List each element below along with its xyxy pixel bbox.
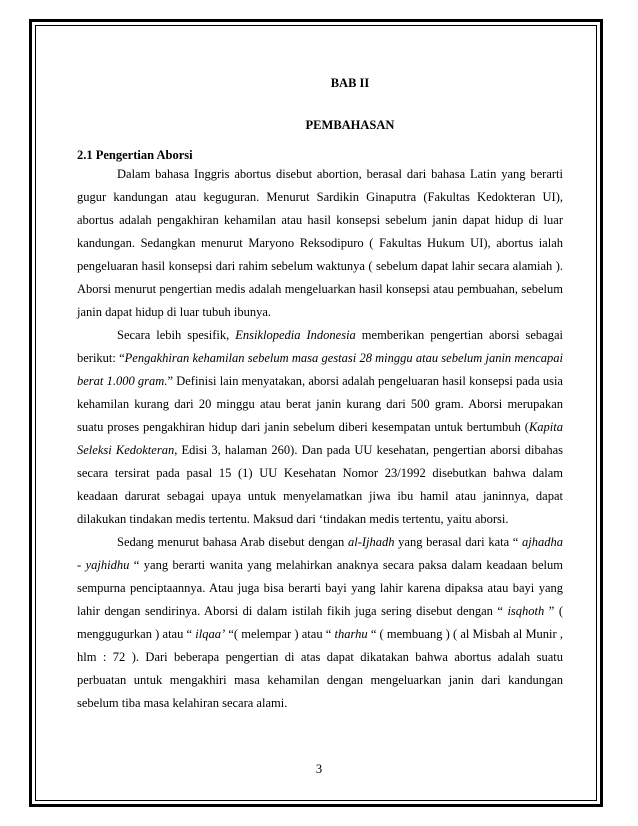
paragraph-2-text: memberikan pengertian aborsi sebagai berikut: “ — [77, 328, 563, 365]
section-heading: 2.1 Pengertian Aborsi — [77, 148, 193, 162]
paragraph-3-text: yang berasal dari kata “ — [394, 535, 523, 549]
paragraph-3-italic: tharhu — [334, 627, 368, 641]
paragraph-3-italic: isqhoth — [507, 604, 545, 618]
paragraph-2-text: ” Definisi lain menyatakan, aborsi adalah pengeluaran hasil konsepsi pada usia kehamilan kurang dari 20 minggu atau berat janin kurang dari 500 gram. Aborsi merupakan suatu proses pengakhiran hidup dari janin sebelum diberi kesempatan untuk bertumbuh ( — [77, 374, 563, 434]
paragraph-2-text: , Edisi 3, halaman 260). Dan pada UU kesehatan, pengertian aborsi dibahas secara tersirat pada pasal 15 (1) UU Kesehatan Nomor 23/1992 disebutkan bahwa dalam keadaan darurat sebagai upaya untuk menyelamatkan jiwa ibu hamil atau janinnya, dapat dilakukan tindakan medis tertentu. Maksud dari ‘tindakan medis tertentu, yaitu aborsi. — [77, 443, 563, 526]
paragraph-3-italic: ilqaa’ — [195, 627, 226, 641]
chapter-title: PEMBAHASAN — [305, 118, 395, 132]
page-number: 3 — [315, 762, 323, 776]
paragraph-2 — [77, 324, 563, 531]
paragraph-3-italic: al-Ijhadh — [347, 535, 395, 549]
paragraph-3-text: Sedang menurut bahasa Arab disebut dengan — [117, 535, 348, 549]
paragraph-2-italic: Ensiklopedia Indonesia — [235, 328, 356, 342]
chapter-label: BAB II — [330, 76, 370, 90]
paragraph-2-text: Secara lebih spesifik, — [117, 328, 236, 342]
paragraph-3-text: ” ( menggugurkan ) atau “ — [77, 604, 563, 641]
document-body — [77, 70, 563, 715]
paragraph-3 — [77, 531, 563, 715]
paragraph-1: Dalam bahasa Inggris abortus disebut abortion, berasal dari bahasa Latin yang berarti gugur kandungan atau keguguran. Menurut Sardikin Ginaputra (Fakultas Kedokteran UI), abortus adalah pengakhiran kehamilan atau hasil konsepsi sebelum janin dapat hidup di luar kandungan. Sedangkan menurut Maryono Reksodipuro ( Fakultas Hukum UI), abortus ialah pengeluaran hasil konsepsi dari rahim sebelum waktunya ( sebelum dapat lahir secara alamiah ). Aborsi menurut pengertian medis adalah mengeluarkan hasil konsepsi atau pembuahan, sebelum janin dapat hidup di luar tubuh ibunya. — [77, 167, 563, 319]
paragraph-3-italic: ajhadha - yajhidhu — [77, 535, 564, 572]
paragraph-2-citation: Kapita Seleksi Kedokteran — [77, 420, 563, 457]
paragraph-3-text: “ yang berarti wanita yang melahirkan anaknya secara paksa dalam keadaan belum sempurna penciptaannya. Atau juga bisa berarti bayi yang lahir karena dipaksa atau bayi yang lahir dengan sendirinya. Aborsi di dalam istilah fikih juga sering disebut dengan “ — [77, 558, 563, 618]
paragraph-2-quote: Pengakhiran kehamilan sebelum masa gestasi 28 minggu atau sebelum janin mencapai berat 1.000 gram. — [77, 351, 563, 388]
paragraph-3-text: “ ( membuang ) ( al Misbah al Munir , hlm : 72 ). Dari beberapa pengertian di atas dapat dikatakan bahwa abortus adalah suatu perbuatan untuk mengakhiri masa kehamilan dengan mengeluarkan janin dari kandungan sebelum tiba masa kelahiran secara alami. — [77, 627, 564, 710]
paragraph-3-text: “( melempar ) atau “ — [225, 627, 335, 641]
